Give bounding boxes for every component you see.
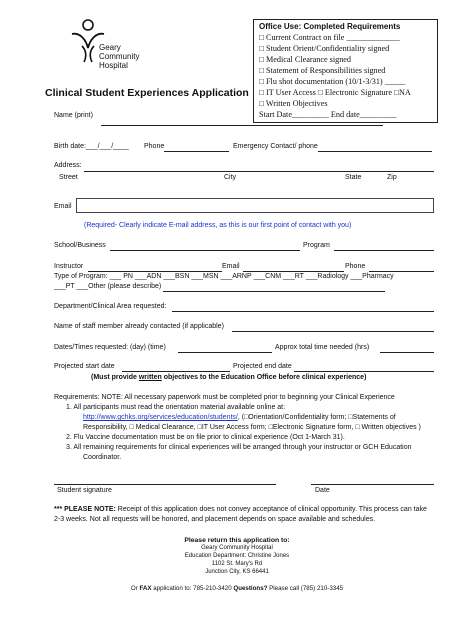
signature-date-label: Date xyxy=(315,487,330,494)
instructor-phone-line[interactable] xyxy=(369,271,434,272)
phone-line[interactable] xyxy=(164,151,229,152)
return-line: Junction City, KS 66441 xyxy=(205,569,269,575)
instructor-email-label: Email xyxy=(222,263,240,270)
office-item: □ Current Contract on file _____________ xyxy=(259,33,400,42)
projected-end-line[interactable] xyxy=(294,371,434,372)
email-note: (Required- Clearly indicate E-mail address, as this is our first point of contact with you) xyxy=(84,222,352,229)
email-label: Email xyxy=(54,203,72,210)
requirement-1: 1. All participants must read the orientation material available online at: xyxy=(66,404,286,411)
return-line: 1102 St. Mary's Rd xyxy=(211,561,263,567)
office-item: □ Student Orient/Confidentiality signed xyxy=(259,44,390,53)
requirements-intro: Requirements: NOTE: All necessary paperwork must be completed prior to beginning your Clinical Experience xyxy=(54,394,395,401)
program-type-options[interactable]: Type of Program: ___ PN ___ADN ___BSN ___MSN ___ARNP ___CNM ___RT ___Radiology ___Pharmacy xyxy=(54,273,394,280)
fax-line: Or FAX application to: 785-210-3420 Questions? Please call (785) 210-3345 xyxy=(130,585,344,592)
other-describe-line[interactable] xyxy=(163,291,385,292)
name-line[interactable] xyxy=(101,125,383,126)
phone-label: Phone xyxy=(144,143,165,150)
city-label: City xyxy=(224,174,237,181)
projected-start-label: Projected start date xyxy=(54,363,115,370)
requirement-1-links: http://www.gchks.org/services/education/students/, (□Orientation/Confidentiality form; □Statements of xyxy=(83,414,396,421)
office-item: □ IT User Access □ Electronic Signature □NA xyxy=(259,88,411,97)
return-line: Education Department: Christine Jones xyxy=(184,553,290,559)
instructor-email-line[interactable] xyxy=(243,271,344,272)
staff-contacted-line[interactable] xyxy=(232,331,434,332)
name-label: Name (print) xyxy=(54,112,93,119)
zip-label: Zip xyxy=(387,174,397,181)
instructor-label: Instructor xyxy=(54,263,84,270)
requirement-3-cont: Coordinator. xyxy=(83,454,122,461)
office-start-end: Start Date_________ End date_________ xyxy=(259,110,397,119)
office-item: □ Flu shot documentation (10/1-3/31) _____ xyxy=(259,77,406,86)
school-line[interactable] xyxy=(110,250,300,251)
projected-start-line[interactable] xyxy=(122,371,230,372)
student-signature-line[interactable] xyxy=(54,484,276,485)
office-item: □ Medical Clearance signed xyxy=(259,55,352,64)
emergency-contact-label: Emergency Contact/ phone xyxy=(233,143,318,150)
program-label: Program xyxy=(303,242,330,249)
form-title: Clinical Student Experiences Application xyxy=(45,87,249,99)
return-title: Please return this application to: xyxy=(184,537,290,544)
projected-end-label: Projected end date xyxy=(233,363,292,370)
department-label: Department/Clinical Area requested: xyxy=(54,303,167,310)
address-label: Address: xyxy=(54,162,82,169)
signature-date-line[interactable] xyxy=(311,484,434,485)
state-label: State xyxy=(345,174,362,181)
total-time-line[interactable] xyxy=(380,352,434,353)
requirement-2: 2. Flu Vaccine documentation must be on file prior to clinical experience (Oct 1-March 31). xyxy=(66,434,345,441)
return-line: Geary Community Hospital xyxy=(201,545,273,551)
birth-date-label: Birth date:___/___/____ xyxy=(54,143,129,150)
staff-contacted-label: Name of staff member already contacted (if applicable) xyxy=(54,323,224,330)
student-signature-label: Student signature xyxy=(57,487,112,494)
program-line[interactable] xyxy=(334,250,434,251)
orientation-link[interactable]: http://www.gchks.org/services/education/students/ xyxy=(83,414,238,421)
dates-times-label: Dates/Times requested: (day) (time) xyxy=(54,344,166,351)
please-note-cont: 2-3 weeks. Not all requests will be honored, and placement depends on space available and schedules. xyxy=(54,516,376,523)
dates-times-line[interactable] xyxy=(178,352,272,353)
please-note: *** PLEASE NOTE: Receipt of this application does not convey acceptance of clinical opportunity. This process can take xyxy=(54,506,427,513)
street-label: Street xyxy=(59,174,78,181)
office-item: □ Written Objectives xyxy=(259,99,328,108)
department-line[interactable] xyxy=(172,311,434,312)
requirement-3: 3. All remaining requirements for clinical experiences will be arranged through your instructor or GCH Education xyxy=(66,444,412,451)
requirement-1-forms: Responsibility, □ Medical Clearance, □IT User Access form; □Electronic Signature form, □ Written objectives ) xyxy=(83,424,421,431)
instructor-phone-label: Phone xyxy=(345,263,366,270)
school-label: School/Business xyxy=(54,242,106,249)
email-input[interactable] xyxy=(76,198,434,213)
program-type-other[interactable]: ___PT ___Other (please describe) xyxy=(54,283,162,290)
office-use-title: Office Use: Completed Requirements xyxy=(259,22,401,31)
office-item: □ Statement of Responsibilities signed xyxy=(259,66,386,75)
instructor-line[interactable] xyxy=(88,271,222,272)
objectives-note: (Must provide written objectives to the Education Office before clinical experience) xyxy=(91,374,367,381)
address-line[interactable] xyxy=(84,171,434,172)
emergency-contact-line[interactable] xyxy=(318,151,432,152)
total-time-label: Approx total time needed (hrs) xyxy=(275,344,370,351)
office-use-box xyxy=(253,19,438,123)
logo-text: Geary Community Hospital xyxy=(99,43,140,70)
